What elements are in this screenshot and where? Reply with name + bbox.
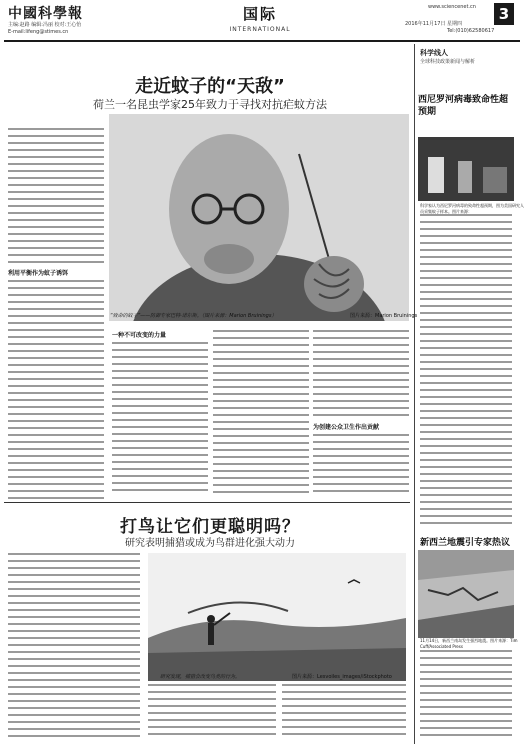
earthquake-road-image	[418, 550, 514, 638]
lead-body-column-3	[213, 330, 309, 498]
lead-subheadline: 荷兰一名昆虫学家25年致力于寻找对抗疟蚊方法	[93, 98, 327, 111]
second-body-column-1	[8, 553, 140, 742]
hunter-landscape-image	[148, 553, 406, 681]
brief2-body	[420, 650, 512, 741]
brief1-caption: 科学家认为西尼罗河病毒的致命性超预期，图为美国研究人员采集蚊子样本。图片来源：	[420, 203, 524, 214]
second-headline: 打鸟让它们更聪明吗？	[120, 517, 300, 537]
lead-photo	[109, 114, 409, 321]
second-body-column-2	[148, 684, 276, 740]
section-head: 一种不可改变的力量	[112, 332, 167, 339]
lead-body-column-1	[8, 128, 104, 268]
second-photo-credit: 图片来源：Lesvoiles_images/iStockphoto	[292, 674, 392, 680]
brief2-photo	[418, 550, 514, 638]
dateline: 2016年11月17日 星期四	[405, 21, 463, 27]
column-subtitle: 全球科技政策新闻与解析	[420, 59, 476, 65]
lead-photo-caption: “致命的蚊子”——防御专家巴特·诺尔斯。（图片来源：Marion Bruinings）	[110, 313, 277, 319]
newspaper-logo: 中國科學報	[8, 6, 83, 22]
column-title: 科学线人	[420, 49, 448, 57]
email-line: E-mail:lifeng@stimes.cn	[8, 29, 69, 35]
mosquito-sampling-image	[418, 137, 514, 201]
masthead	[0, 0, 524, 40]
section-head: 利用平衡作为蚊子诱饵	[8, 270, 69, 277]
brief1-headline-box	[418, 94, 514, 134]
lead-headline: 走近蚊子的“天敌”	[135, 76, 285, 97]
editors-line: 主编:赵路 编辑:冯丽 校对:王心怡	[8, 22, 82, 28]
lead-body-column-1b	[8, 280, 104, 504]
brief2-caption: 11月14日，新西兰南岛发生强烈地震。图片来源：Tim Cuff/Associated Press	[420, 638, 518, 649]
lead-body-column-4b	[313, 434, 409, 497]
website-url: www.sciencenet.cn	[428, 4, 476, 10]
section-title-cn: 国际	[242, 5, 277, 23]
masthead-rule	[4, 40, 520, 42]
section-head: 为创建公众卫生作出贡献	[313, 424, 380, 431]
brief1-headline: 西尼罗河病毒致命性超预期	[418, 95, 509, 117]
second-photo-caption: 研究发现，捕猎会改变鸟类的行为。	[160, 674, 241, 680]
column-divider	[414, 44, 415, 744]
second-subheadline: 研究表明捕猎或成为鸟群进化强大动力	[125, 538, 295, 549]
scientist-with-mosquitoes-image	[109, 114, 409, 321]
page-number: 3	[494, 3, 514, 25]
brief1-photo	[418, 137, 514, 201]
brief1-body	[420, 214, 512, 529]
editor-credits	[8, 22, 81, 36]
brief2-headline: 新西兰地震引专家热议	[420, 538, 511, 548]
section-title-en: INTERNATIONAL	[229, 26, 291, 33]
section-label	[222, 3, 298, 37]
lead-photo-credit: 图片来源：Marion Bruinings	[350, 313, 418, 319]
lead-body-column-2	[112, 342, 208, 496]
lead-body-column-4	[313, 330, 409, 421]
telephone: Tel:(010)62580617	[447, 28, 495, 34]
second-body-column-3	[282, 684, 406, 740]
second-photo	[148, 553, 406, 681]
